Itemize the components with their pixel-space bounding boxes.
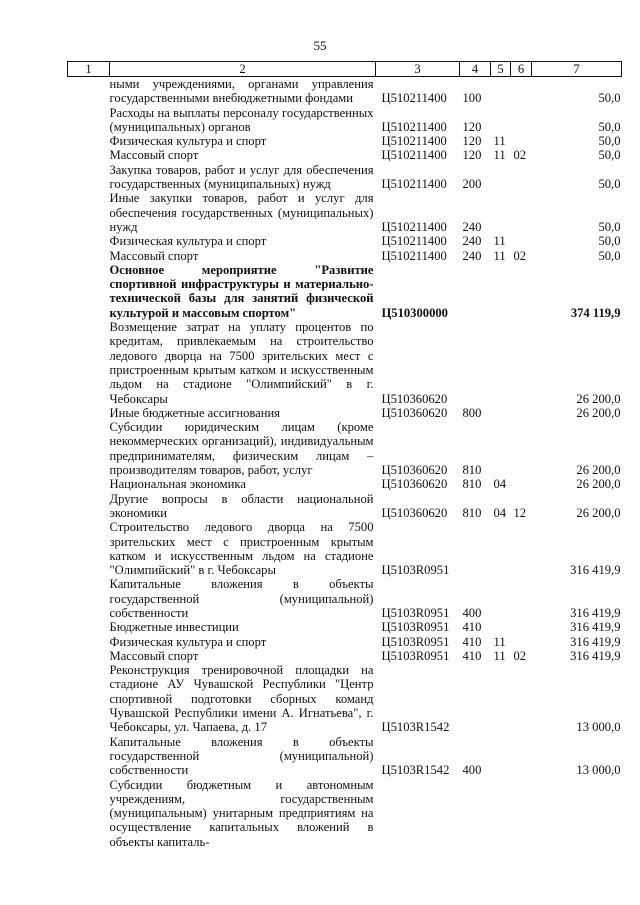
cell-code: Ц5103R1542 — [381, 763, 450, 778]
cell-blank — [68, 320, 110, 406]
cell-g1: 410 — [462, 634, 482, 649]
cell-g3 — [511, 577, 532, 620]
cell-blank — [68, 778, 110, 849]
cell-amount: 13 000,0 — [576, 763, 621, 778]
cell-g1: 120 — [462, 134, 482, 149]
cell-name: Основное мероприятие "Развитие спортивной инфраструктуры и материально-технической базы для занятий физической культурой и массовым спортом" — [109, 262, 374, 320]
table-row — [68, 420, 622, 477]
cell-amount: 26 200,0 — [576, 505, 621, 520]
cell-code: Ц5103R0951 — [381, 634, 450, 649]
cell-g1 — [460, 320, 491, 406]
cell-code: Ц510211400 — [381, 119, 447, 134]
cell-blank — [68, 735, 110, 778]
cell-g2: 11 — [493, 634, 506, 649]
cell-g2 — [491, 191, 511, 234]
cell-g1: 800 — [462, 405, 482, 420]
cell-g3 — [511, 106, 532, 135]
cell-name: ными учреждениями, органами управления государственными внебюджетными фондами — [109, 77, 374, 106]
cell-amount: 316 419,9 — [570, 648, 621, 663]
cell-amount: 50,0 — [598, 91, 621, 106]
table-row — [68, 477, 622, 491]
cell-g3 — [511, 263, 532, 320]
table-row — [68, 492, 622, 521]
table-row — [68, 148, 622, 162]
cell-g2: 04 — [493, 477, 507, 492]
cell-g2 — [491, 406, 511, 420]
table-row — [68, 163, 622, 192]
cell-g1 — [460, 663, 491, 734]
cell-g2: 04 — [493, 505, 507, 520]
cell-g2 — [491, 263, 511, 320]
column-header-3: 3 — [376, 62, 460, 77]
cell-name: Закупка товаров, работ и услуг для обеспечения государственных (муниципальных) нужд — [109, 162, 374, 192]
cell-code: Ц510360620 — [381, 477, 448, 492]
cell-g3 — [511, 520, 532, 577]
cell-blank — [68, 134, 110, 148]
cell-g3 — [511, 191, 532, 234]
column-header-2: 2 — [110, 62, 376, 77]
cell-g3: 02 — [513, 648, 527, 663]
cell-g1: 400 — [462, 763, 482, 778]
cell-g1: 810 — [462, 477, 482, 492]
cell-name: Бюджетные инвестиции — [109, 620, 239, 635]
cell-amount: 26 200,0 — [576, 477, 621, 492]
cell-code: Ц510211400 — [381, 248, 447, 263]
cell-blank — [68, 249, 110, 263]
cell-blank — [68, 663, 110, 734]
cell-code: Ц510360620 — [381, 463, 448, 478]
cell-name: Субсидии бюджетным и автономным учреждениям, государственным (муниципальным) унитарным предприятиям на осуществление капитальных вложений в объекты капиталь- — [109, 777, 374, 849]
cell-g3 — [511, 320, 532, 406]
cell-g3 — [511, 234, 532, 248]
cell-amount: 13 000,0 — [576, 720, 621, 735]
cell-blank — [68, 492, 110, 521]
cell-g3 — [511, 163, 532, 192]
cell-g2 — [491, 106, 511, 135]
cell-g2 — [491, 420, 511, 477]
cell-name: Иные бюджетные ассигнования — [109, 405, 281, 420]
cell-g1: 200 — [462, 177, 482, 192]
cell-blank — [68, 263, 110, 320]
cell-g2: 11 — [493, 648, 506, 663]
cell-g1: 400 — [462, 605, 482, 620]
cell-code — [376, 778, 460, 849]
cell-g2 — [491, 620, 511, 634]
cell-amount: 50,0 — [598, 148, 621, 163]
cell-blank — [68, 234, 110, 248]
cell-blank — [68, 163, 110, 192]
cell-g3: 12 — [513, 505, 527, 520]
cell-name: Массовый спорт — [109, 148, 199, 163]
cell-name: Другие вопросы в области национальной экономики — [109, 491, 374, 520]
cell-g1: 410 — [462, 648, 482, 663]
cell-g2 — [491, 735, 511, 778]
cell-g3 — [511, 77, 532, 106]
cell-g3: 02 — [513, 148, 527, 163]
table-row — [68, 778, 622, 849]
cell-amount: 26 200,0 — [576, 405, 621, 420]
cell-g1: 240 — [462, 234, 482, 249]
cell-amount: 374 119,9 — [570, 305, 621, 320]
cell-blank — [68, 477, 110, 491]
cell-g1 — [460, 520, 491, 577]
cell-name: Массовый спорт — [109, 248, 199, 263]
cell-g1: 120 — [462, 119, 482, 134]
cell-g3 — [511, 635, 532, 649]
cell-g2: 11 — [493, 134, 506, 149]
cell-amount: 316 419,9 — [570, 620, 621, 635]
table-row — [68, 134, 622, 148]
table-row — [68, 577, 622, 620]
cell-g2: 11 — [493, 234, 506, 249]
cell-g2 — [491, 163, 511, 192]
cell-code: Ц510360620 — [381, 391, 448, 406]
cell-g3 — [511, 406, 532, 420]
table-row — [68, 735, 622, 778]
cell-g1: 810 — [462, 505, 482, 520]
budget-table — [67, 61, 622, 849]
column-header-1: 1 — [68, 62, 110, 77]
cell-amount: 50,0 — [598, 119, 621, 134]
cell-amount: 50,0 — [598, 134, 621, 149]
page-number: 55 — [313, 38, 327, 53]
cell-g1: 240 — [462, 248, 482, 263]
cell-code: Ц5103R0951 — [381, 648, 450, 663]
cell-amount: 50,0 — [598, 177, 621, 192]
cell-name: Субсидии юридическим лицам (кроме некоммерческих организаций), индивидуальным предпринимателям, физическим лицам – производителям товаров, работ, услуг — [109, 420, 374, 478]
cell-g1 — [460, 263, 491, 320]
cell-amount: 316 419,9 — [570, 634, 621, 649]
cell-g3 — [511, 420, 532, 477]
cell-g3 — [511, 735, 532, 778]
cell-code: Ц510360620 — [381, 505, 448, 520]
table-row — [68, 649, 622, 663]
cell-g2 — [491, 778, 511, 849]
cell-blank — [68, 148, 110, 162]
cell-amount — [532, 778, 622, 849]
cell-blank — [68, 635, 110, 649]
cell-g2 — [491, 520, 511, 577]
cell-code: Ц510211400 — [381, 148, 447, 163]
cell-blank — [68, 620, 110, 634]
cell-blank — [68, 106, 110, 135]
cell-code: Ц510300000 — [381, 305, 448, 320]
cell-g2 — [491, 577, 511, 620]
cell-name: Строительство ледового дворца на 7500 зрительских мест с пристроенным крытым катком и искусственным льдом на стадионе "Олимпийский" в г. Чебоксары — [109, 520, 374, 578]
column-header-4: 4 — [460, 62, 491, 77]
table-row — [68, 249, 622, 263]
column-header-7: 7 — [532, 62, 622, 77]
cell-g2 — [491, 77, 511, 106]
cell-name: Физическая культура и спорт — [109, 134, 267, 149]
cell-code: Ц510211400 — [381, 134, 447, 149]
cell-name: Расходы на выплаты персоналу государственных (муниципальных) органов — [109, 105, 374, 134]
table-row — [68, 320, 622, 406]
cell-amount: 26 200,0 — [576, 463, 621, 478]
cell-amount: 50,0 — [598, 234, 621, 249]
cell-blank — [68, 520, 110, 577]
cell-name: Массовый спорт — [109, 648, 199, 663]
table-row — [68, 520, 622, 577]
table-row — [68, 406, 622, 420]
cell-code: Ц510211400 — [381, 91, 447, 106]
cell-amount: 316 419,9 — [570, 563, 621, 578]
cell-code: Ц5103R1542 — [381, 720, 450, 735]
cell-g3 — [511, 778, 532, 849]
table-row — [68, 620, 622, 634]
table-row — [68, 663, 622, 734]
table-row — [68, 635, 622, 649]
table-row — [68, 263, 622, 320]
cell-name: Иные закупки товаров, работ и услуг для обеспечения государственных (муниципальных) нужд — [109, 191, 374, 234]
cell-blank — [68, 191, 110, 234]
cell-code: Ц5103R0951 — [381, 605, 450, 620]
cell-g3: 02 — [513, 248, 527, 263]
cell-code: Ц510360620 — [381, 405, 448, 420]
cell-blank — [68, 649, 110, 663]
cell-amount: 26 200,0 — [576, 391, 621, 406]
cell-blank — [68, 577, 110, 620]
cell-amount: 50,0 — [598, 219, 621, 234]
cell-g2: 11 — [493, 248, 506, 263]
cell-name: Физическая культура и спорт — [109, 634, 267, 649]
cell-blank — [68, 406, 110, 420]
cell-name: Физическая культура и спорт — [109, 234, 267, 249]
cell-code: Ц5103R0951 — [381, 563, 450, 578]
cell-blank — [68, 420, 110, 477]
cell-name: Национальная экономика — [109, 477, 246, 492]
cell-g1: 240 — [462, 219, 482, 234]
cell-code: Ц510211400 — [381, 234, 447, 249]
table-row — [68, 106, 622, 135]
cell-g2 — [491, 663, 511, 734]
table-row — [68, 191, 622, 234]
cell-g1: 100 — [462, 91, 482, 106]
cell-g3 — [511, 663, 532, 734]
table-body — [68, 77, 622, 850]
column-number-header-row — [68, 62, 622, 77]
cell-g3 — [511, 477, 532, 491]
cell-g3 — [511, 620, 532, 634]
cell-g3 — [511, 134, 532, 148]
cell-code: Ц510211400 — [381, 177, 447, 192]
cell-code: Ц5103R0951 — [381, 620, 450, 635]
column-header-6: 6 — [511, 62, 532, 77]
cell-g2: 11 — [493, 148, 506, 163]
cell-name: Капитальные вложения в объекты государственной (муниципальной) собственности — [109, 577, 374, 620]
table-row — [68, 234, 622, 248]
cell-name: Реконструкция тренировочной площадки на стадионе АУ Чувашской Республики "Центр спортивной подготовки сборных команд Чувашской Республики имени А. Игнатьева", г. Чебоксары, ул. Чапаева, д. 17 — [109, 663, 374, 735]
cell-name: Возмещение затрат на уплату процентов по кредитам, привлекаемым на строительство ледового дворца на 7500 зрительских мест с пристроенным крытым катком и искусственным льдом на стадионе "Олимпийский" в г. Чебоксары — [109, 320, 374, 406]
cell-code: Ц510211400 — [381, 219, 447, 234]
cell-amount: 316 419,9 — [570, 605, 621, 620]
cell-g1 — [460, 778, 491, 849]
table-row — [68, 77, 622, 106]
cell-blank — [68, 77, 110, 106]
cell-amount: 50,0 — [598, 248, 621, 263]
column-header-5: 5 — [491, 62, 511, 77]
cell-g1: 410 — [462, 620, 482, 635]
cell-g2 — [491, 320, 511, 406]
cell-g1: 810 — [462, 463, 482, 478]
cell-g1: 120 — [462, 148, 482, 163]
cell-name: Капитальные вложения в объекты государственной (муниципальной) собственности — [109, 734, 374, 778]
